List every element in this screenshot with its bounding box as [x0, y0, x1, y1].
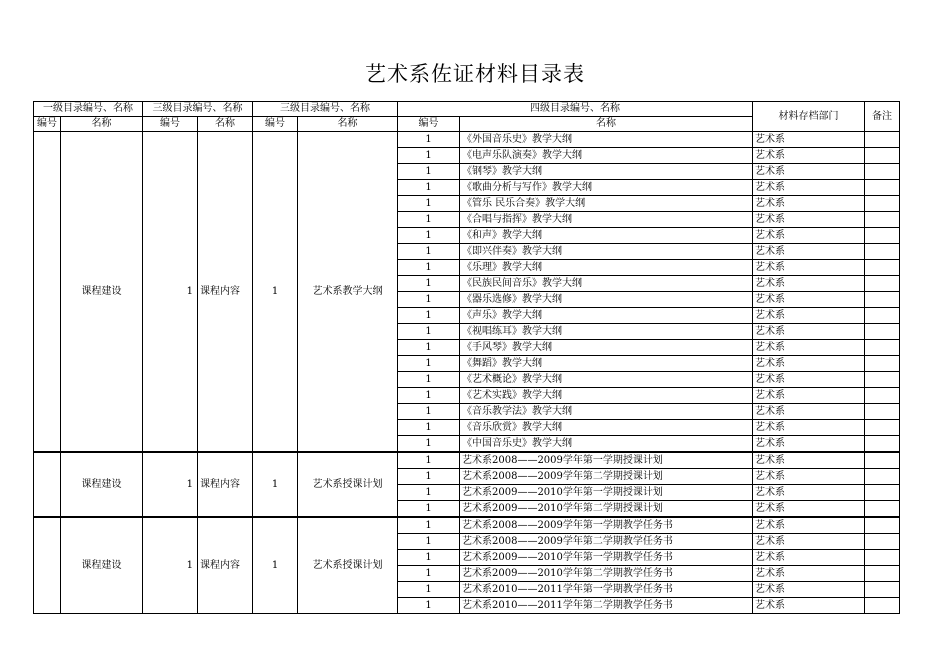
l4-num-cell: 1 [398, 260, 460, 276]
l4-num-cell: 1 [398, 598, 460, 614]
header-remark: 备注 [865, 102, 900, 132]
l4-num-cell: 1 [398, 132, 460, 148]
l4-name-cell: 《歌曲分析与写作》教学大纲 [460, 180, 753, 196]
remark-cell [865, 340, 900, 356]
dept-cell: 艺术系 [753, 148, 865, 164]
remark-cell [865, 550, 900, 566]
l4-num-cell: 1 [398, 196, 460, 212]
remark-cell [865, 469, 900, 485]
l2-num-cell: 1 [143, 132, 198, 453]
l3-name-cell: 艺术系授课计划 [298, 452, 398, 517]
dept-cell: 艺术系 [753, 132, 865, 148]
dept-cell: 艺术系 [753, 436, 865, 453]
remark-cell [865, 324, 900, 340]
l4-num-cell: 1 [398, 292, 460, 308]
l4-name-cell: 《器乐选修》教学大纲 [460, 292, 753, 308]
remark-cell [865, 388, 900, 404]
dept-cell: 艺术系 [753, 324, 865, 340]
dept-cell: 艺术系 [753, 517, 865, 534]
l3-num-cell: 1 [253, 517, 298, 614]
l4-num-cell: 1 [398, 404, 460, 420]
remark-cell [865, 356, 900, 372]
l4-name-cell: 艺术系2009——2010学年第二学期授课计划 [460, 501, 753, 518]
l4-num-cell: 1 [398, 566, 460, 582]
dept-cell: 艺术系 [753, 582, 865, 598]
dept-cell: 艺术系 [753, 212, 865, 228]
l4-name-cell: 《和声》教学大纲 [460, 228, 753, 244]
remark-cell [865, 228, 900, 244]
l4-name-cell: 艺术系2008——2009学年第一学期教学任务书 [460, 517, 753, 534]
l4-name-cell: 艺术系2008——2009学年第二学期授课计划 [460, 469, 753, 485]
remark-cell [865, 196, 900, 212]
remark-cell [865, 308, 900, 324]
remark-cell [865, 292, 900, 308]
l1-name-cell: 课程建设 [61, 517, 143, 614]
dept-cell: 艺术系 [753, 244, 865, 260]
remark-cell [865, 180, 900, 196]
l4-num-cell: 1 [398, 501, 460, 518]
remark-cell [865, 501, 900, 518]
dept-cell: 艺术系 [753, 485, 865, 501]
l4-name-cell: 《中国音乐史》教学大纲 [460, 436, 753, 453]
l4-num-cell: 1 [398, 356, 460, 372]
l4-num-cell: 1 [398, 420, 460, 436]
l4-name-cell: 《即兴伴奏》教学大纲 [460, 244, 753, 260]
l4-num-cell: 1 [398, 534, 460, 550]
l4-name-cell: 《视唱练耳》教学大纲 [460, 324, 753, 340]
l2-name-cell: 课程内容 [198, 452, 253, 517]
l2-name-cell: 课程内容 [198, 132, 253, 453]
l1-name-cell: 课程建设 [61, 132, 143, 453]
remark-cell [865, 164, 900, 180]
remark-cell [865, 436, 900, 453]
l4-name-cell: 《乐理》教学大纲 [460, 260, 753, 276]
l4-name-cell: 《舞蹈》教学大纲 [460, 356, 753, 372]
remark-cell [865, 566, 900, 582]
l4-name-cell: 艺术系2010——2011学年第二学期教学任务书 [460, 598, 753, 614]
l4-num-cell: 1 [398, 340, 460, 356]
l4-num-cell: 1 [398, 324, 460, 340]
l4-name-cell: 《钢琴》教学大纲 [460, 164, 753, 180]
dept-cell: 艺术系 [753, 292, 865, 308]
l4-num-cell: 1 [398, 388, 460, 404]
header-l3-name: 名称 [298, 117, 398, 132]
l4-num-cell: 1 [398, 469, 460, 485]
l4-num-cell: 1 [398, 244, 460, 260]
l2-num-cell: 1 [143, 452, 198, 517]
catalog-table [33, 101, 900, 614]
dept-cell: 艺术系 [753, 469, 865, 485]
dept-cell: 艺术系 [753, 550, 865, 566]
l4-name-cell: 《音乐欣赏》教学大纲 [460, 420, 753, 436]
l4-name-cell: 《管乐 民乐合奏》教学大纲 [460, 196, 753, 212]
l3-num-cell: 1 [253, 132, 298, 453]
dept-cell: 艺术系 [753, 260, 865, 276]
l4-name-cell: 艺术系2008——2009学年第二学期教学任务书 [460, 534, 753, 550]
l4-num-cell: 1 [398, 436, 460, 453]
l3-name-cell: 艺术系教学大纲 [298, 132, 398, 453]
remark-cell [865, 372, 900, 388]
l1-num-cell [34, 452, 61, 517]
l4-name-cell: 《声乐》教学大纲 [460, 308, 753, 324]
header-l4-num: 编号 [398, 117, 460, 132]
header-level2: 三级目录编号、名称 [143, 102, 253, 117]
l4-name-cell: 《手风琴》教学大纲 [460, 340, 753, 356]
dept-cell: 艺术系 [753, 388, 865, 404]
remark-cell [865, 132, 900, 148]
dept-cell: 艺术系 [753, 228, 865, 244]
remark-cell [865, 598, 900, 614]
l2-num-cell: 1 [143, 517, 198, 614]
dept-cell: 艺术系 [753, 308, 865, 324]
l4-name-cell: 艺术系2009——2010学年第一学期教学任务书 [460, 550, 753, 566]
l4-num-cell: 1 [398, 485, 460, 501]
header-row-1 [34, 102, 900, 117]
remark-cell [865, 582, 900, 598]
dept-cell: 艺术系 [753, 501, 865, 518]
remark-cell [865, 420, 900, 436]
l2-name-cell: 课程内容 [198, 517, 253, 614]
l1-name-cell: 课程建设 [61, 452, 143, 517]
l4-name-cell: 艺术系2009——2010学年第二学期教学任务书 [460, 566, 753, 582]
remark-cell [865, 517, 900, 534]
l4-name-cell: 《艺术概论》教学大纲 [460, 372, 753, 388]
dept-cell: 艺术系 [753, 372, 865, 388]
dept-cell: 艺术系 [753, 340, 865, 356]
l4-num-cell: 1 [398, 452, 460, 469]
remark-cell [865, 148, 900, 164]
l4-name-cell: 艺术系2008——2009学年第一学期授课计划 [460, 452, 753, 469]
header-l1-num: 编号 [34, 117, 61, 132]
dept-cell: 艺术系 [753, 452, 865, 469]
l4-num-cell: 1 [398, 228, 460, 244]
remark-cell [865, 404, 900, 420]
l4-name-cell: 《电声乐队演奏》教学大纲 [460, 148, 753, 164]
l4-num-cell: 1 [398, 582, 460, 598]
l3-name-cell: 艺术系授课计划 [298, 517, 398, 614]
l4-num-cell: 1 [398, 148, 460, 164]
remark-cell [865, 212, 900, 228]
l3-num-cell: 1 [253, 452, 298, 517]
l4-num-cell: 1 [398, 180, 460, 196]
l1-num-cell [34, 517, 61, 614]
header-l2-num: 编号 [143, 117, 198, 132]
dept-cell: 艺术系 [753, 180, 865, 196]
l4-name-cell: 艺术系2009——2010学年第一学期授课计划 [460, 485, 753, 501]
dept-cell: 艺术系 [753, 196, 865, 212]
dept-cell: 艺术系 [753, 356, 865, 372]
table-row [34, 517, 900, 534]
dept-cell: 艺术系 [753, 566, 865, 582]
l4-num-cell: 1 [398, 308, 460, 324]
l4-name-cell: 艺术系2010——2011学年第一学期教学任务书 [460, 582, 753, 598]
dept-cell: 艺术系 [753, 534, 865, 550]
l4-num-cell: 1 [398, 212, 460, 228]
dept-cell: 艺术系 [753, 404, 865, 420]
l4-num-cell: 1 [398, 372, 460, 388]
header-level4: 四级目录编号、名称 [398, 102, 753, 117]
dept-cell: 艺术系 [753, 598, 865, 614]
remark-cell [865, 244, 900, 260]
l4-name-cell: 《音乐教学法》教学大纲 [460, 404, 753, 420]
table-row [34, 452, 900, 469]
l4-num-cell: 1 [398, 550, 460, 566]
page-title: 艺术系佐证材料目录表 [365, 62, 585, 86]
l4-name-cell: 《民族民间音乐》教学大纲 [460, 276, 753, 292]
l4-name-cell: 《外国音乐史》教学大纲 [460, 132, 753, 148]
dept-cell: 艺术系 [753, 276, 865, 292]
header-level1: 一级目录编号、名称 [34, 102, 143, 117]
remark-cell [865, 534, 900, 550]
l4-num-cell: 1 [398, 517, 460, 534]
l4-name-cell: 《合唱与指挥》教学大纲 [460, 212, 753, 228]
table-row [34, 132, 900, 148]
remark-cell [865, 452, 900, 469]
header-level3: 三级目录编号、名称 [253, 102, 398, 117]
l4-num-cell: 1 [398, 164, 460, 180]
l1-num-cell [34, 132, 61, 453]
l4-num-cell: 1 [398, 276, 460, 292]
remark-cell [865, 485, 900, 501]
dept-cell: 艺术系 [753, 420, 865, 436]
remark-cell [865, 260, 900, 276]
dept-cell: 艺术系 [753, 164, 865, 180]
header-dept: 材料存档部门 [753, 102, 865, 132]
header-l3-num: 编号 [253, 117, 298, 132]
header-l1-name: 名称 [61, 117, 143, 132]
remark-cell [865, 276, 900, 292]
header-l4-name: 名称 [460, 117, 753, 132]
header-l2-name: 名称 [198, 117, 253, 132]
l4-name-cell: 《艺术实践》教学大纲 [460, 388, 753, 404]
